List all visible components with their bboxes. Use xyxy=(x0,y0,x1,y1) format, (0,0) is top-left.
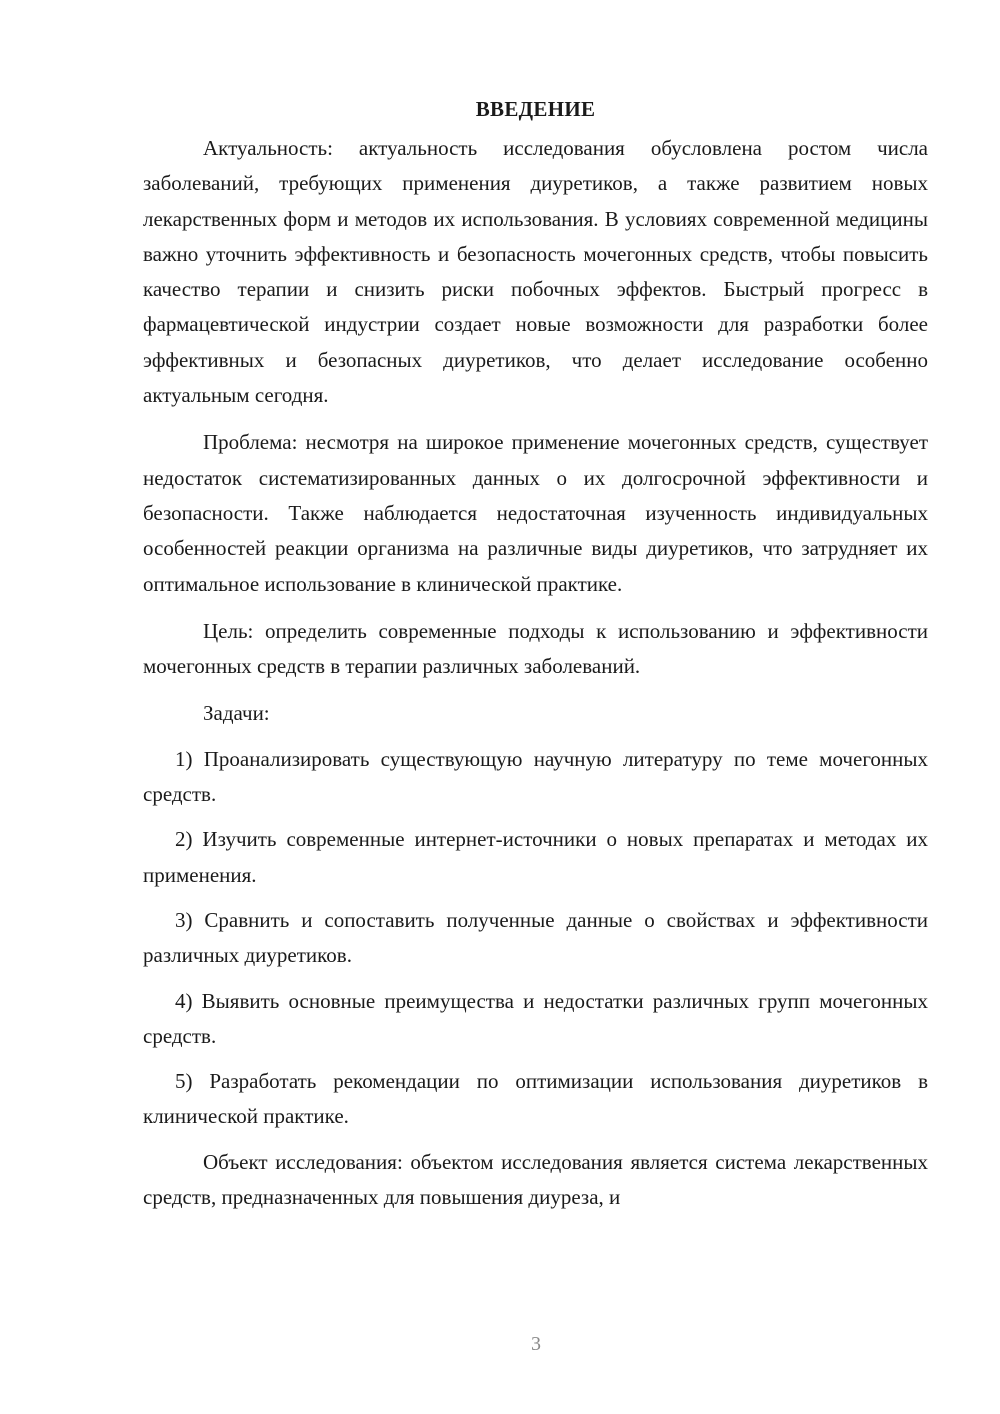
relevance-paragraph: Актуальность: актуальность исследования обусловлена ростом числа заболеваний, требующих применения диуретиков, а также развитием новых лекарственных форм и методов их использования. В условиях современной медицины важно уточнить эффективность и безопасность мочегонных средств, чтобы повысить качество терапии и снизить риски побочных эффектов. Быстрый прогресс в фармацевтической индустрии создает новые возможности для разработки более эффективных и безопасных диуретиков, что делает исследование особенно актуальным сегодня. xyxy=(143,136,928,408)
task-item: 2) Изучить современные интернет-источники о новых препаратах и методах их применения. xyxy=(143,827,928,887)
section-heading: ВВЕДЕНИЕ xyxy=(475,97,596,121)
goal-paragraph: Цель: определить современные подходы к использованию и эффективности мочегонных средств в терапии различных заболеваний. xyxy=(143,618,928,679)
tasks-list xyxy=(143,742,928,1135)
page-number: 3 xyxy=(531,1333,541,1355)
task-item: 3) Сравнить и сопоставить полученные данные о свойствах и эффективности различных диуретиков. xyxy=(143,907,928,968)
object-paragraph: Объект исследования: объектом исследования является система лекарственных средств, предназначенных для повышения диуреза, и xyxy=(143,1149,928,1210)
task-item: 1) Проанализировать существующую научную литературу по теме мочегонных средств. xyxy=(143,746,928,807)
document-page xyxy=(143,92,928,1215)
tasks-label: Задачи: xyxy=(203,701,270,726)
problem-paragraph: Проблема: несмотря на широкое применение мочегонных средств, существует недостаток систематизированных данных о их долгосрочной эффективности и безопасности. Также наблюдается недостаточная изученность индивидуальных особенностей реакции организма на различные виды диуретиков, что затрудняет их оптимальное использование в клинической практике. xyxy=(143,430,928,596)
task-item: 5) Разработать рекомендации по оптимизации использования диуретиков в клинической практике. xyxy=(143,1069,928,1129)
task-item: 4) Выявить основные преимущества и недостатки различных групп мочегонных средств. xyxy=(143,988,928,1048)
